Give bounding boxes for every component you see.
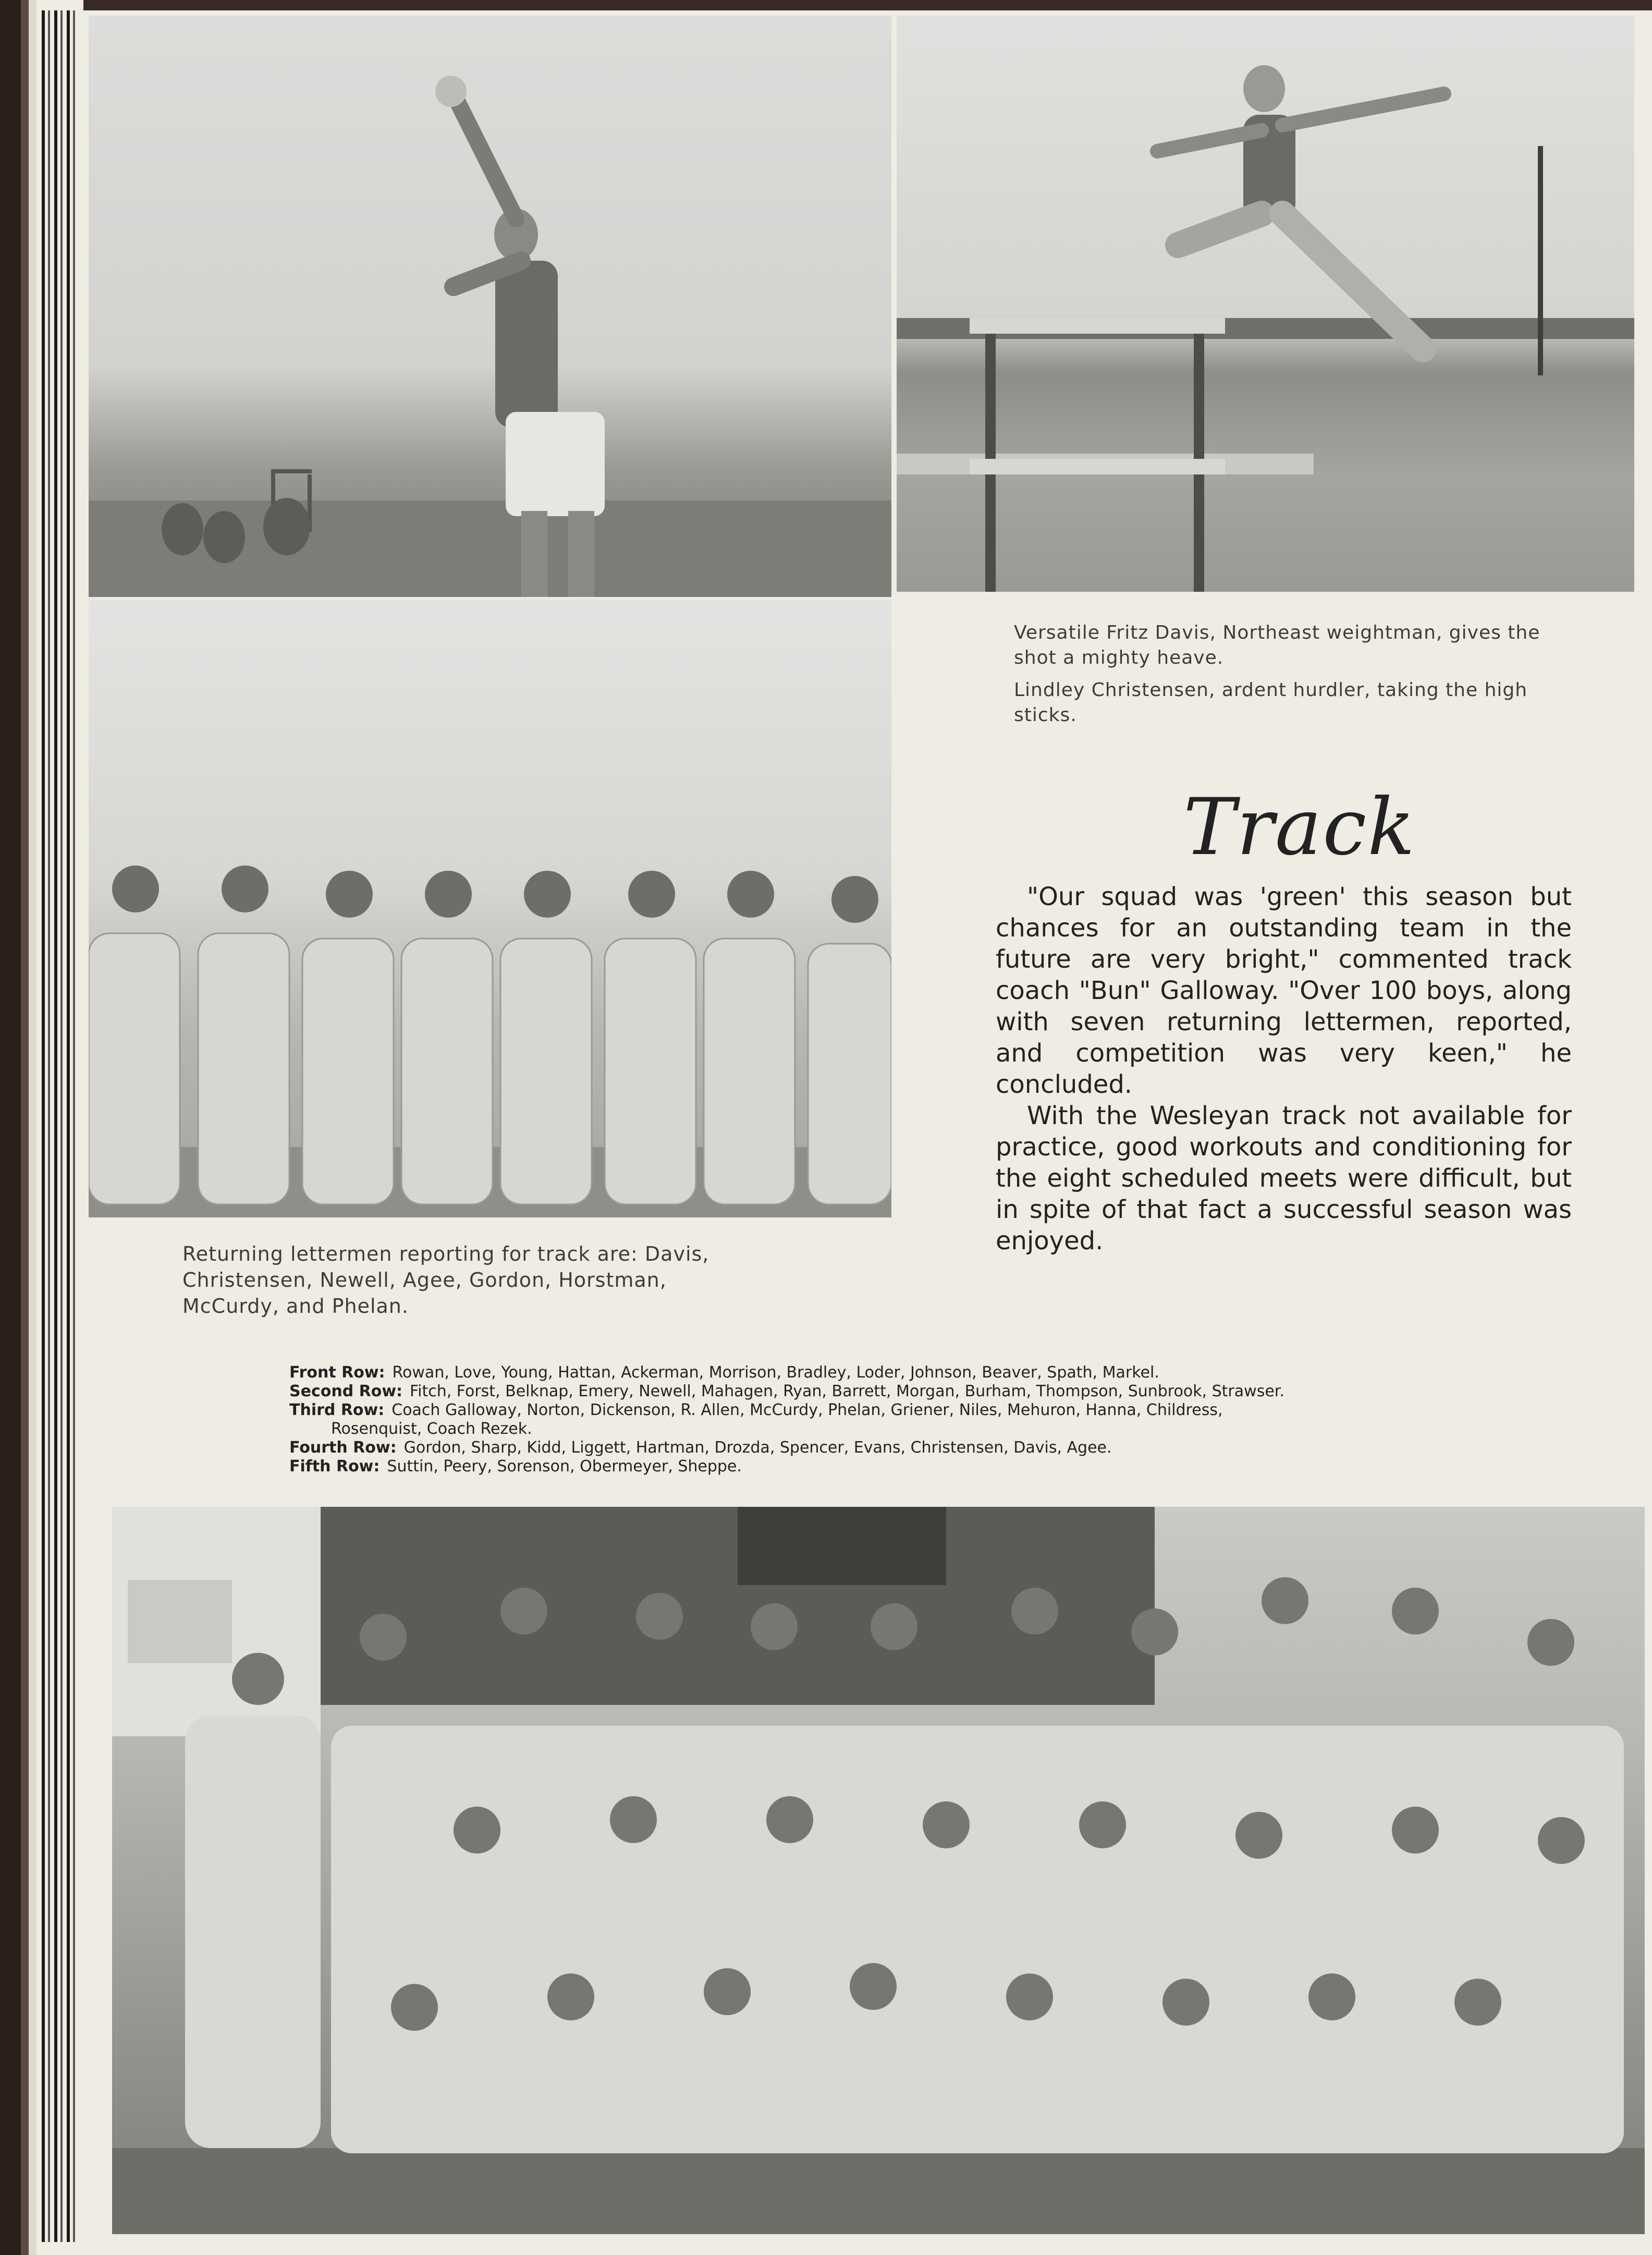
page-title: Track [1183,782,1416,873]
lettermen-photo [89,600,891,1217]
row-names: Coach Galloway, Norton, Dickenson, R. Allen, McCurdy, Phelan, Griener, Niles, Mehuron, Hanna, Childress, [391,1401,1223,1419]
article-paragraph-1: "Our squad was 'green' this season but chances for an outstanding team in the future are very bright," commented track coach "Bun" Galloway. "Over 100 boys, along with seven returning lettermen, reported, and competition was very keen," he concluded. [996,882,1572,1099]
roster-row [289,1457,1540,1476]
article-body [996,881,1572,1257]
roster-row [289,1363,1540,1382]
roster-row [289,1439,1540,1457]
binding-edge [42,10,78,2242]
shot-put-caption: Versatile Fritz Davis, Northeast weightman, gives the shot a mighty heave. [1014,622,1540,668]
team-photo [112,1507,1645,2234]
row-label: Second Row: [289,1382,403,1400]
row-label: Fifth Row: [289,1457,380,1476]
article-paragraph-2: With the Wesleyan track not available for practice, good workouts and conditioning for the eight scheduled meets were difficult, but in spite of that fact a successful season was enjoyed. [996,1101,1572,1256]
hurdle-photo [897,16,1634,592]
roster-row-continuation: Rosenquist, Coach Rezek. [331,1420,532,1438]
team-roster [289,1363,1540,1476]
row-label: Front Row: [289,1363,385,1382]
row-names: Suttin, Peery, Sorenson, Obermeyer, Sheppe. [387,1457,742,1476]
row-label: Third Row: [289,1401,385,1419]
row-names: Rowan, Love, Young, Hattan, Ackerman, Morrison, Bradley, Loder, Johnson, Beaver, Spath, Markel. [392,1363,1159,1382]
hurdle-caption: Lindley Christensen, ardent hurdler, taking the high sticks. [1014,679,1528,726]
shot-put-photo [89,16,891,597]
lettermen-caption: Returning lettermen reporting for track are: Davis, Christensen, Newell, Agee, Gordon, Horstman, McCurdy, and Phelan. [182,1242,709,1318]
row-names: Gordon, Sharp, Kidd, Liggett, Hartman, Drozda, Spencer, Evans, Christensen, Davis, Agee. [403,1439,1112,1457]
roster-row [289,1382,1540,1401]
row-label: Fourth Row: [289,1439,397,1457]
roster-row [289,1401,1540,1420]
row-names: Fitch, Forst, Belknap, Emery, Newell, Mahagen, Ryan, Barrett, Morgan, Burham, Thompson, Sunbrook, Strawser. [410,1382,1284,1400]
